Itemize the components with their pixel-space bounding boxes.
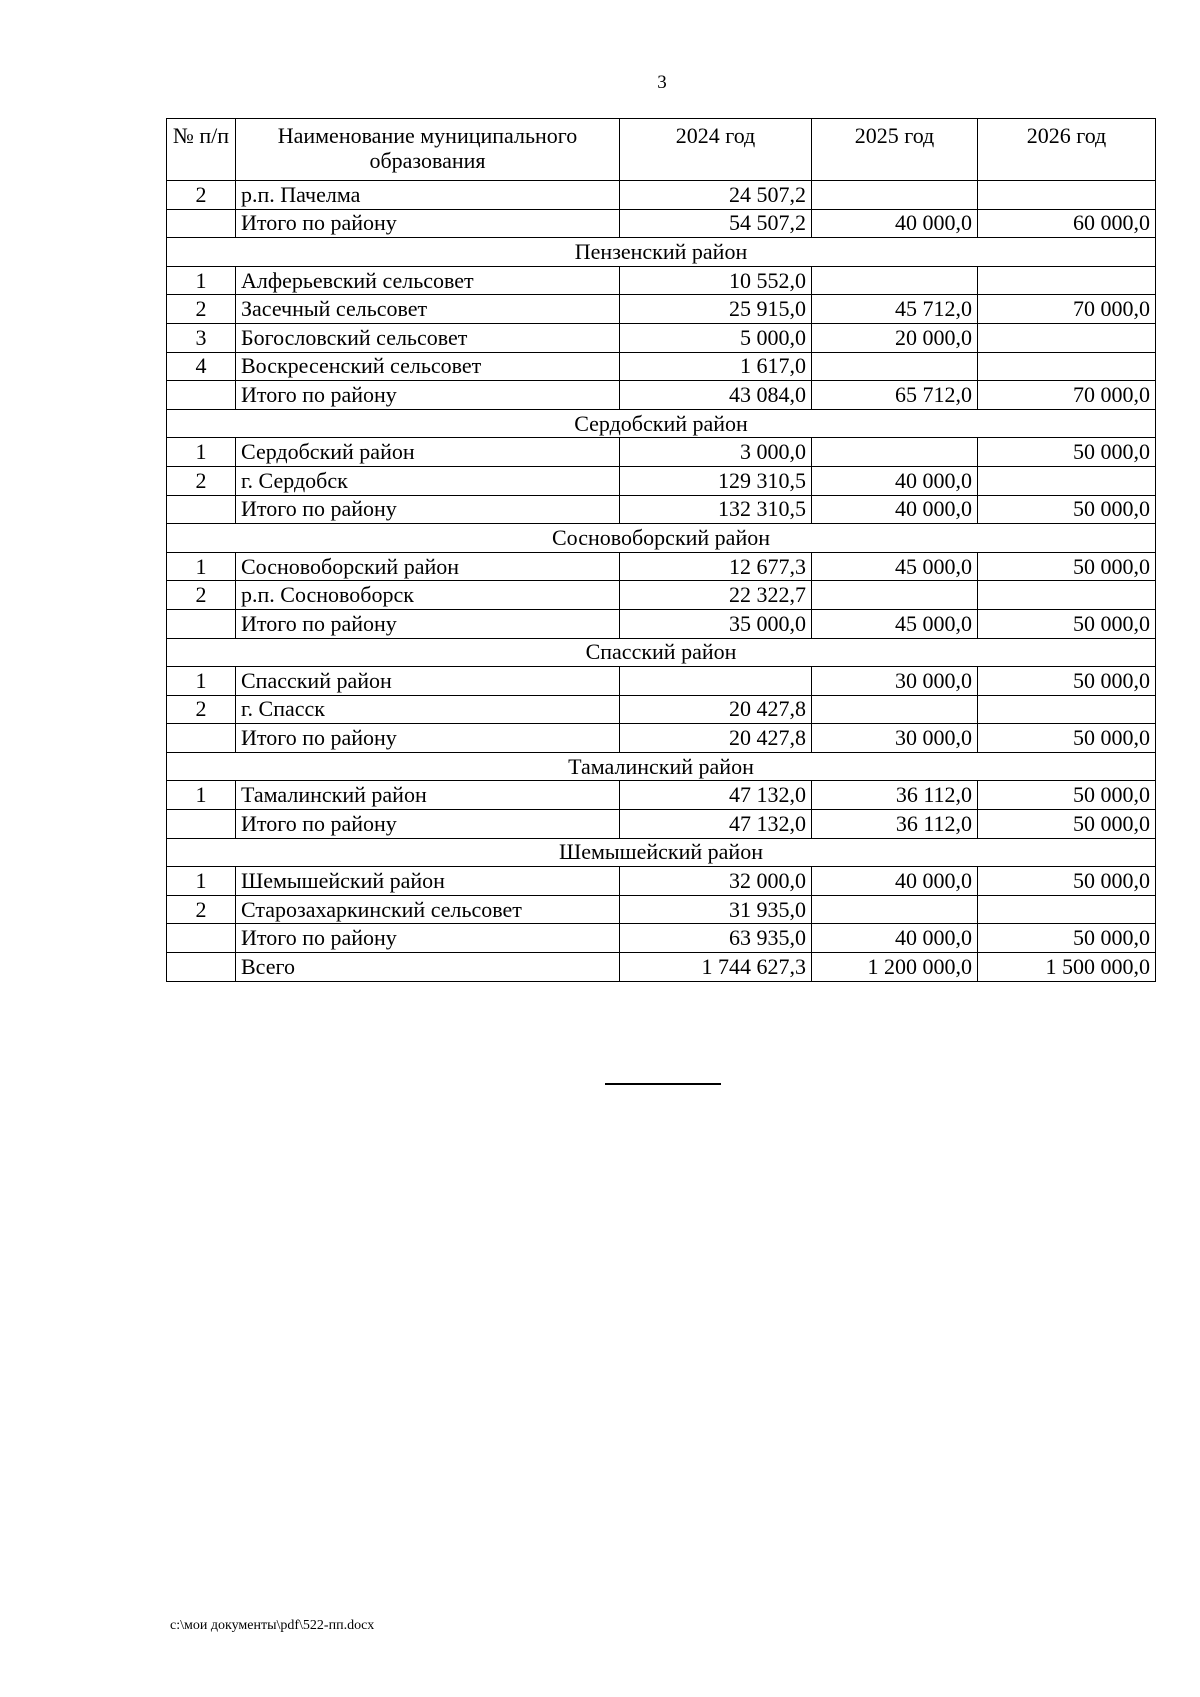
section-title: Спасский район (167, 638, 1156, 667)
value-2024: 32 000,0 (620, 867, 812, 896)
table-row (167, 295, 1156, 324)
table-row (167, 895, 1156, 924)
table-header (167, 119, 1156, 181)
row-number: 2 (167, 895, 236, 924)
row-name: Сердобский район (236, 438, 620, 467)
funding-table (166, 118, 1156, 982)
value-2024 (620, 667, 812, 696)
value-2025 (812, 266, 978, 295)
row-number: 2 (167, 466, 236, 495)
table-row (167, 867, 1156, 896)
table-body (167, 181, 1156, 982)
row-name: Итого по району (236, 724, 620, 753)
row-name: Старозахаркинский сельсовет (236, 895, 620, 924)
table-row (167, 381, 1156, 410)
row-number: 2 (167, 581, 236, 610)
value-2026: 50 000,0 (978, 609, 1156, 638)
value-2026 (978, 581, 1156, 610)
table-row (167, 266, 1156, 295)
table-row (167, 609, 1156, 638)
value-2024: 10 552,0 (620, 266, 812, 295)
value-2024: 20 427,8 (620, 724, 812, 753)
row-number (167, 924, 236, 953)
row-name: г. Сердобск (236, 466, 620, 495)
section-row (167, 752, 1156, 781)
value-2025: 40 000,0 (812, 209, 978, 238)
row-name: г. Спасск (236, 695, 620, 724)
value-2026: 50 000,0 (978, 867, 1156, 896)
value-2025: 65 712,0 (812, 381, 978, 410)
value-2024: 43 084,0 (620, 381, 812, 410)
row-name: Всего (236, 953, 620, 982)
value-2026 (978, 323, 1156, 352)
table-row (167, 667, 1156, 696)
value-2024: 47 132,0 (620, 810, 812, 839)
row-name: Итого по району (236, 381, 620, 410)
row-number: 1 (167, 266, 236, 295)
section-row (167, 638, 1156, 667)
table-row (167, 466, 1156, 495)
value-2025 (812, 581, 978, 610)
value-2024: 1 617,0 (620, 352, 812, 381)
row-name: Засечный сельсовет (236, 295, 620, 324)
section-row (167, 838, 1156, 867)
row-name: Итого по району (236, 495, 620, 524)
row-name: р.п. Сосновоборск (236, 581, 620, 610)
value-2025 (812, 695, 978, 724)
value-2024: 22 322,7 (620, 581, 812, 610)
table-row (167, 953, 1156, 982)
row-name: Шемышейский район (236, 867, 620, 896)
value-2025 (812, 895, 978, 924)
value-2024: 12 677,3 (620, 552, 812, 581)
value-2025: 40 000,0 (812, 867, 978, 896)
row-number: 1 (167, 667, 236, 696)
value-2024: 54 507,2 (620, 209, 812, 238)
row-number (167, 495, 236, 524)
table-row (167, 781, 1156, 810)
row-name: Спасский район (236, 667, 620, 696)
value-2025: 45 712,0 (812, 295, 978, 324)
value-2025 (812, 438, 978, 467)
row-name: Тамалинский район (236, 781, 620, 810)
value-2026: 60 000,0 (978, 209, 1156, 238)
table-row (167, 924, 1156, 953)
section-title: Тамалинский район (167, 752, 1156, 781)
value-2024: 5 000,0 (620, 323, 812, 352)
value-2026 (978, 895, 1156, 924)
value-2024: 129 310,5 (620, 466, 812, 495)
value-2026: 50 000,0 (978, 552, 1156, 581)
row-number (167, 381, 236, 410)
page-number: 3 (657, 72, 667, 93)
row-name: Итого по району (236, 609, 620, 638)
value-2024: 25 915,0 (620, 295, 812, 324)
value-2025: 1 200 000,0 (812, 953, 978, 982)
value-2025: 40 000,0 (812, 924, 978, 953)
table-row (167, 181, 1156, 210)
value-2026: 70 000,0 (978, 381, 1156, 410)
value-2025: 40 000,0 (812, 495, 978, 524)
header-2024: 2024 год (620, 119, 812, 181)
value-2025: 36 112,0 (812, 781, 978, 810)
table-row (167, 438, 1156, 467)
value-2025: 40 000,0 (812, 466, 978, 495)
section-title: Сердобский район (167, 409, 1156, 438)
value-2026: 50 000,0 (978, 667, 1156, 696)
header-2025: 2025 год (812, 119, 978, 181)
value-2026 (978, 266, 1156, 295)
row-name: Итого по району (236, 209, 620, 238)
row-number: 3 (167, 323, 236, 352)
table-row (167, 323, 1156, 352)
value-2026: 70 000,0 (978, 295, 1156, 324)
header-row (167, 119, 1156, 181)
section-title: Пензенский район (167, 238, 1156, 267)
row-number (167, 953, 236, 982)
section-title: Сосновоборский район (167, 524, 1156, 553)
value-2026 (978, 695, 1156, 724)
section-title: Шемышейский район (167, 838, 1156, 867)
value-2024: 1 744 627,3 (620, 953, 812, 982)
value-2025: 20 000,0 (812, 323, 978, 352)
value-2025: 45 000,0 (812, 552, 978, 581)
table-row (167, 495, 1156, 524)
row-number (167, 609, 236, 638)
value-2026: 50 000,0 (978, 781, 1156, 810)
row-number: 1 (167, 438, 236, 467)
value-2026: 50 000,0 (978, 724, 1156, 753)
row-name: Итого по району (236, 924, 620, 953)
row-number: 2 (167, 695, 236, 724)
value-2026 (978, 466, 1156, 495)
value-2026: 50 000,0 (978, 438, 1156, 467)
header-2026: 2026 год (978, 119, 1156, 181)
value-2025: 30 000,0 (812, 667, 978, 696)
value-2024: 20 427,8 (620, 695, 812, 724)
row-number: 4 (167, 352, 236, 381)
row-number: 2 (167, 181, 236, 210)
value-2025: 30 000,0 (812, 724, 978, 753)
table-row (167, 695, 1156, 724)
value-2025 (812, 181, 978, 210)
value-2026: 50 000,0 (978, 924, 1156, 953)
value-2024: 35 000,0 (620, 609, 812, 638)
table-row (167, 810, 1156, 839)
row-name: Воскресенский сельсовет (236, 352, 620, 381)
row-number: 1 (167, 867, 236, 896)
value-2024: 63 935,0 (620, 924, 812, 953)
row-number (167, 209, 236, 238)
row-number: 1 (167, 552, 236, 581)
row-name: Богословский сельсовет (236, 323, 620, 352)
row-number: 1 (167, 781, 236, 810)
table-row (167, 209, 1156, 238)
value-2025: 45 000,0 (812, 609, 978, 638)
row-name: Алферьевский сельсовет (236, 266, 620, 295)
value-2025 (812, 352, 978, 381)
value-2024: 3 000,0 (620, 438, 812, 467)
row-number (167, 724, 236, 753)
value-2026 (978, 352, 1156, 381)
table-row (167, 352, 1156, 381)
table-row (167, 724, 1156, 753)
row-number: 2 (167, 295, 236, 324)
footer-file-path: c:\мои документы\pdf\522-пп.docx (170, 1618, 375, 1633)
section-row (167, 238, 1156, 267)
value-2024: 31 935,0 (620, 895, 812, 924)
value-2025: 36 112,0 (812, 810, 978, 839)
value-2024: 47 132,0 (620, 781, 812, 810)
end-divider-line (605, 1083, 721, 1085)
value-2024: 24 507,2 (620, 181, 812, 210)
header-name: Наименование муниципального образования (236, 119, 620, 181)
section-row (167, 409, 1156, 438)
row-name: Сосновоборский район (236, 552, 620, 581)
value-2026: 50 000,0 (978, 495, 1156, 524)
value-2026: 1 500 000,0 (978, 953, 1156, 982)
value-2026 (978, 181, 1156, 210)
row-number (167, 810, 236, 839)
table-row (167, 552, 1156, 581)
section-row (167, 524, 1156, 553)
value-2026: 50 000,0 (978, 810, 1156, 839)
row-name: Итого по району (236, 810, 620, 839)
row-name: р.п. Пачелма (236, 181, 620, 210)
value-2024: 132 310,5 (620, 495, 812, 524)
table-row (167, 581, 1156, 610)
header-num: № п/п (167, 119, 236, 181)
